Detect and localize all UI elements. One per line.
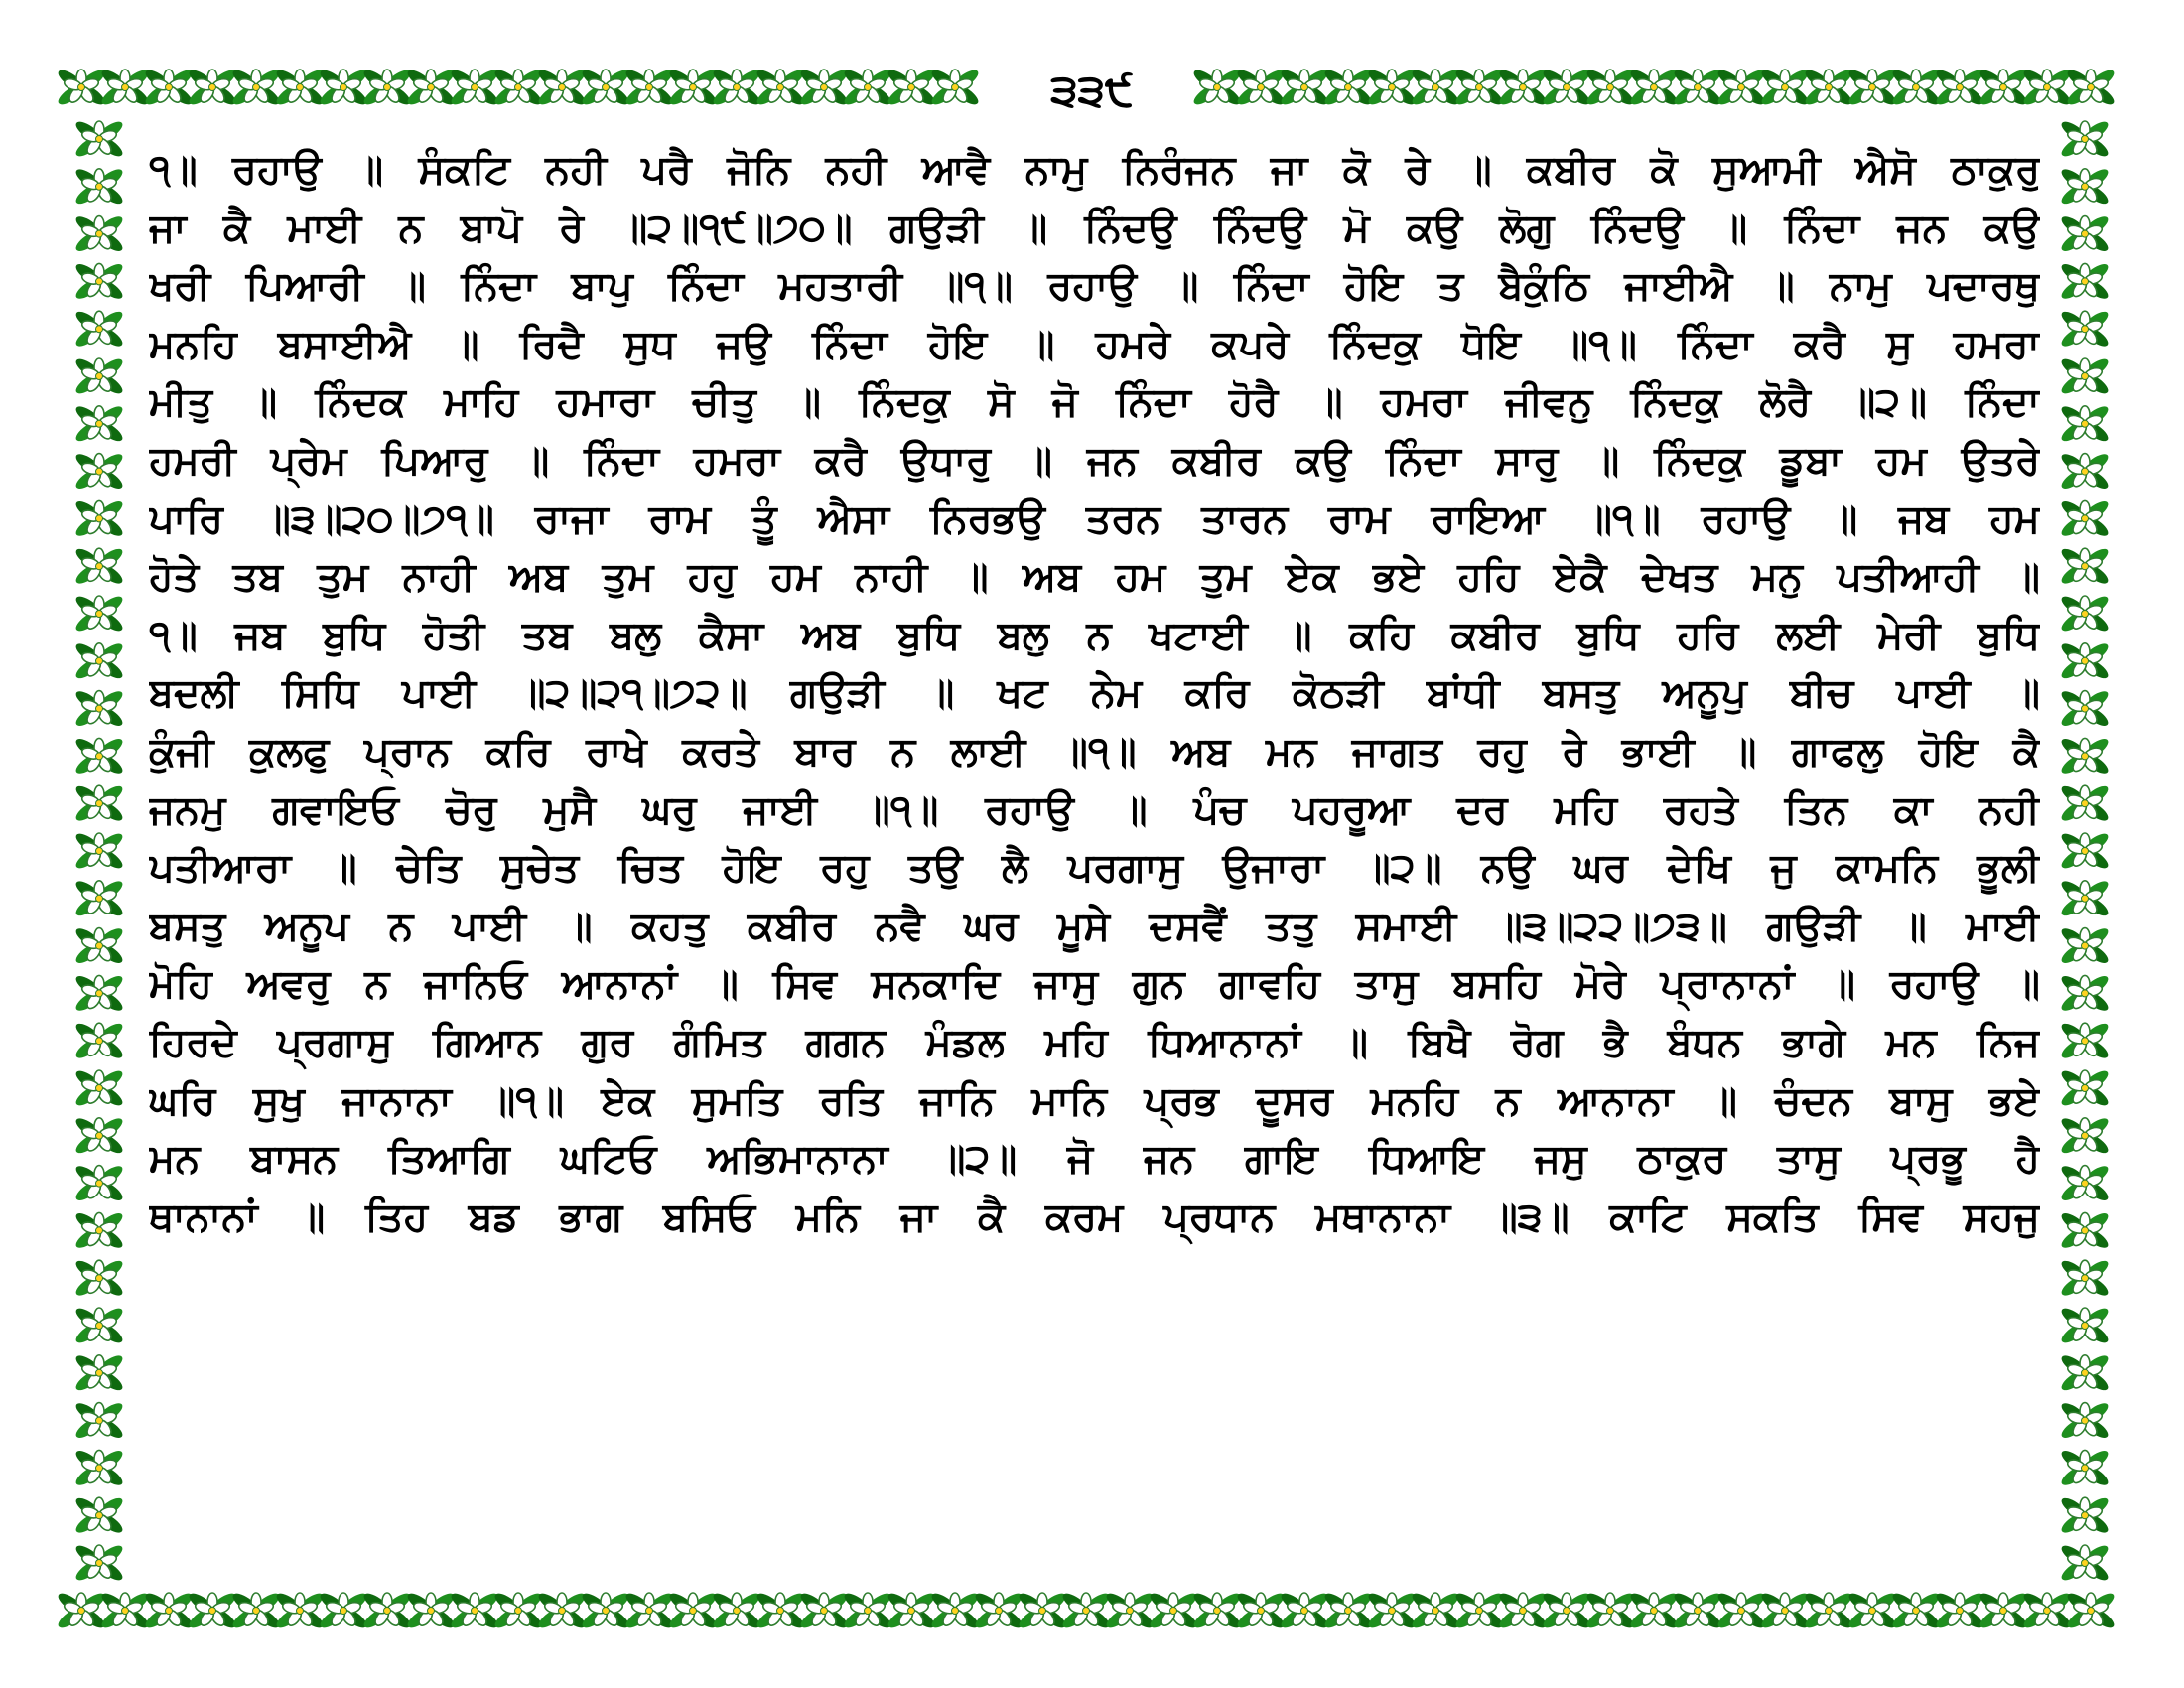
flower-icon <box>99 67 152 108</box>
flower-icon <box>73 1209 126 1251</box>
flower-icon <box>73 403 126 445</box>
text-line: ਬਸਤੁ ਅਨੂਪ ਨ ਪਾਈ ॥ ਕਹਤੁ ਕਬੀਰ ਨਵੈ ਘਰ ਮੂਸੇ ਦਸਵੈਂ ਤਤੁ ਸਮਾਈ ॥੩॥੨੨॥੭੩॥ ਗਉੜੀ ॥ ਮਾਈ <box>149 903 2040 949</box>
flower-icon <box>73 782 126 824</box>
flower-icon <box>1104 1590 1157 1631</box>
flower-icon <box>1759 1590 1812 1631</box>
flower-icon <box>73 260 126 302</box>
flower-icon <box>536 67 589 108</box>
flower-icon <box>1541 67 1593 108</box>
flower-icon <box>405 1590 458 1631</box>
text-line: ਹੋਤੇ ਤਬ ਤੁਮ ਨਾਹੀ ਅਬ ਤੁਮ ਹਹੁ ਹਮ ਨਾਹੀ ॥ ਅਬ ਹਮ ਤੁਮ ਏਕ ਭਏ ਹਹਿ ਏਕੈ ਦੇਖਤ ਮਨੁ ਪਤੀਆਹੀ ॥ <box>149 554 2040 601</box>
flower-icon <box>2021 1590 2074 1631</box>
text-line: ੧॥ ਰਹਾਉ ॥ ਸੰਕਟਿ ਨਹੀ ਪਰੈ ਜੋਨਿ ਨਹੀ ਆਵੈ ਨਾਮੁ ਨਿਰੰਜਨ ਜਾ ਕੋ ਰੇ ॥ ਕਬੀਰ ਕੋ ਸੁਆਮੀ ਐਸੋ ਠਾਕੁਰੁ <box>149 147 2040 193</box>
flower-icon <box>2059 878 2112 919</box>
flower-icon <box>2059 1542 2112 1584</box>
flower-icon <box>842 1590 894 1631</box>
flower-icon <box>2059 1209 2112 1251</box>
flower-icon <box>667 1590 720 1631</box>
flower-icon <box>623 67 676 108</box>
flower-icon <box>1191 1590 1244 1631</box>
flower-icon <box>1890 67 1943 108</box>
flower-icon <box>580 1590 632 1631</box>
flower-icon <box>73 972 126 1014</box>
flower-icon <box>1410 1590 1462 1631</box>
flower-icon <box>1410 67 1462 108</box>
flower-icon <box>711 1590 763 1631</box>
flower-icon <box>2059 1020 2112 1061</box>
flower-icon <box>2059 355 2112 397</box>
flower-icon <box>187 1590 239 1631</box>
flower-icon <box>798 67 851 108</box>
flower-icon <box>2059 972 2112 1014</box>
text-line: ਕੁੰਜੀ ਕੁਲਫੁ ਪ੍ਰਾਨ ਕਰਿ ਰਾਖੇ ਕਰਤੇ ਬਾਰ ਨ ਲਾਈ ॥੧॥ ਅਬ ਮਨ ਜਾਗਤ ਰਹੁ ਰੇ ਭਾਈ ॥ ਗਾਫਲੁ ਹੋਇ ਕੈ <box>149 728 2040 774</box>
flower-icon <box>2059 166 2112 208</box>
flower-icon <box>1279 1590 1331 1631</box>
flower-icon <box>1366 67 1419 108</box>
flower-icon <box>361 1590 414 1631</box>
flower-icon <box>1453 1590 1506 1631</box>
flower-icon <box>1672 67 1724 108</box>
flower-icon <box>99 1590 152 1631</box>
flower-icon <box>73 166 126 208</box>
text-line: ਹਿਰਦੇ ਪ੍ਰਗਾਸੁ ਗਿਆਨ ਗੁਰ ਗੰਮਿਤ ਗਗਨ ਮੰਡਲ ਮਹਿ ਧਿਆਨਾਨਾਂ ॥ ਬਿਖੈ ਰੋਗ ਭੈ ਬੰਧਨ ਭਾਗੇ ਮਨ ਨਿਜ <box>149 1019 2040 1065</box>
flower-icon <box>73 1400 126 1442</box>
flower-icon <box>536 1590 589 1631</box>
text-line: ਪਤੀਆਰਾ ॥ ਚੇਤਿ ਸੁਚੇਤ ਚਿਤ ਹੋਇ ਰਹੁ ਤਉ ਲੈ ਪਰਗਾਸੁ ਉਜਾਰਾ ॥੨॥ ਨਉ ਘਰ ਦੇਖਿ ਜੁ ਕਾਮਨਿ ਭੂਲੀ <box>149 845 2040 892</box>
flower-icon <box>798 1590 851 1631</box>
border-bottom <box>56 1590 2117 1631</box>
text-line: ਹਮਰੀ ਪ੍ਰੇਮ ਪਿਆਰੁ ॥ ਨਿੰਦਾ ਹਮਰਾ ਕਰੈ ਉਧਾਰੁ ॥ ਜਨ ਕਬੀਰ ਕਉ ਨਿੰਦਾ ਸਾਰੁ ॥ ਨਿੰਦਕੁ ਡੂਬਾ ਹਮ ਉਤਰੇ <box>149 437 2040 484</box>
flower-icon <box>886 67 938 108</box>
flower-icon <box>1846 67 1899 108</box>
flower-icon <box>2065 1590 2117 1631</box>
flower-icon <box>73 545 126 587</box>
flower-icon <box>1453 67 1506 108</box>
flower-icon <box>1584 67 1637 108</box>
flower-icon <box>2059 497 2112 539</box>
page-number: ੩੩੯ <box>993 52 1191 131</box>
flower-icon <box>1628 1590 1681 1631</box>
flower-icon <box>1235 67 1288 108</box>
text-line: ਖਰੀ ਪਿਆਰੀ ॥ ਨਿੰਦਾ ਬਾਪੁ ਨਿੰਦਾ ਮਹਤਾਰੀ ॥੧॥ ਰਹਾਉ ॥ ਨਿੰਦਾ ਹੋਇ ਤ ਬੈਕੁੰਠਿ ਜਾਈਐ ॥ ਨਾਮੁ ਪਦਾਰਥੁ <box>149 263 2040 310</box>
flower-icon <box>73 1352 126 1394</box>
flower-icon <box>1978 1590 2030 1631</box>
text-line: ਪਾਰਿ ॥੩॥੨੦॥੭੧॥ ਰਾਜਾ ਰਾਮ ਤੂੰ ਐਸਾ ਨਿਰਭਉ ਤਰਨ ਤਾਰਨ ਰਾਮ ਰਾਇਆ ॥੧॥ ਰਹਾਉ ॥ ਜਬ ਹਮ <box>149 495 2040 542</box>
flower-icon <box>405 67 458 108</box>
flower-icon <box>73 1257 126 1299</box>
flower-icon <box>73 878 126 919</box>
flower-icon <box>56 1590 108 1631</box>
flower-icon <box>973 1590 1025 1631</box>
text-line: ੧॥ ਜਬ ਬੁਧਿ ਹੋਤੀ ਤਬ ਬਲੁ ਕੈਸਾ ਅਬ ਬੁਧਿ ਬਲੁ ਨ ਖਟਾਈ ॥ ਕਹਿ ਕਬੀਰ ਬੁਧਿ ਹਰਿ ਲਈ ਮੇਰੀ ਬੁਧਿ <box>149 612 2040 658</box>
flower-icon <box>2059 545 2112 587</box>
flower-icon <box>73 830 126 872</box>
flower-icon <box>73 118 126 160</box>
flower-icon <box>1191 67 1244 108</box>
flower-icon <box>2059 1163 2112 1204</box>
flower-icon <box>1715 1590 1768 1631</box>
flower-icon <box>1934 67 1986 108</box>
flower-icon <box>1584 1590 1637 1631</box>
flower-icon <box>711 67 763 108</box>
flower-icon <box>2059 213 2112 255</box>
flower-icon <box>2059 403 2112 445</box>
flower-icon <box>56 67 108 108</box>
flower-icon <box>73 925 126 967</box>
flower-icon <box>2059 593 2112 634</box>
text-line: ਜਨਮੁ ਗਵਾਇਓ ਚੋਰੁ ਮੁਸੈ ਘਰੁ ਜਾਈ ॥੧॥ ਰਹਾਉ ॥ ਪੰਚ ਪਹਰੂਆ ਦਰ ਮਹਿ ਰਹਤੇ ਤਿਨ ਕਾ ਨਹੀ <box>149 786 2040 833</box>
flower-icon <box>73 1163 126 1204</box>
flower-icon <box>1322 1590 1375 1631</box>
flower-icon <box>580 67 632 108</box>
flower-icon <box>230 1590 283 1631</box>
flower-icon <box>449 1590 501 1631</box>
flower-icon <box>73 593 126 634</box>
flower-icon <box>929 1590 982 1631</box>
flower-icon <box>2059 830 2112 872</box>
flower-icon <box>1497 1590 1550 1631</box>
text-line: ਮੀਤੁ ॥ ਨਿੰਦਕ ਮਾਹਿ ਹਮਾਰਾ ਚੀਤੁ ॥ ਨਿੰਦਕੁ ਸੋ ਜੋ ਨਿੰਦਾ ਹੋਰੈ ॥ ਹਮਰਾ ਜੀਵਨੁ ਨਿੰਦਕੁ ਲੋਰੈ ॥੨॥ ਨਿੰਦਾ <box>149 379 2040 426</box>
flower-icon <box>1366 1590 1419 1631</box>
flower-icon <box>73 735 126 776</box>
text-line: ਘਰਿ ਸੁਖੁ ਜਾਨਾਨਾ ॥੧॥ ਏਕ ਸੁਮਤਿ ਰਤਿ ਜਾਨਿ ਮਾਨਿ ਪ੍ਰਭ ਦੂਸਰ ਮਨਹਿ ਨ ਆਨਾਨਾ ॥ ਚੰਦਨ ਬਾਸੁ ਭਏ <box>149 1077 2040 1124</box>
flower-icon <box>73 640 126 682</box>
flower-icon <box>73 1305 126 1346</box>
flower-icon <box>1628 67 1681 108</box>
flower-icon <box>2059 735 2112 776</box>
text-line: ਮੋਹਿ ਅਵਰੁ ਨ ਜਾਨਿਓ ਆਨਾਨਾਂ ॥ ਸਿਵ ਸਨਕਾਦਿ ਜਾਸੁ ਗੁਨ ਗਾਵਹਿ ਤਾਸੁ ਬਸਹਿ ਮੋਰੇ ਪ੍ਰਾਨਾਨਾਂ ॥ ਰਹਾਉ ॥ <box>149 961 2040 1008</box>
flower-icon <box>2059 451 2112 492</box>
flower-icon <box>1017 1590 1069 1631</box>
flower-icon <box>1803 1590 1855 1631</box>
flower-icon <box>754 67 807 108</box>
flower-icon <box>1541 1590 1593 1631</box>
border-right <box>2059 118 2112 1584</box>
flower-icon <box>886 1590 938 1631</box>
flower-icon <box>1803 67 1855 108</box>
flower-icon <box>73 308 126 350</box>
flower-icon <box>2059 1305 2112 1346</box>
flower-icon <box>73 213 126 255</box>
flower-icon <box>2059 1067 2112 1109</box>
text-line: ਮਨਹਿ ਬਸਾਈਐ ॥ ਰਿਦੈ ਸੁਧ ਜਉ ਨਿੰਦਾ ਹੋਇ ॥ ਹਮਰੇ ਕਪਰੇ ਨਿੰਦਕੁ ਧੋਇ ॥੧॥ ਨਿੰਦਾ ਕਰੈ ਸੁ ਹਮਰਾ <box>149 321 2040 367</box>
flower-icon <box>318 67 370 108</box>
flower-icon <box>73 451 126 492</box>
flower-icon <box>2059 260 2112 302</box>
flower-icon <box>1934 1590 1986 1631</box>
flower-icon <box>230 67 283 108</box>
flower-icon <box>842 67 894 108</box>
flower-icon <box>2059 1352 2112 1394</box>
flower-icon <box>73 1115 126 1157</box>
flower-icon <box>1279 67 1331 108</box>
flower-icon <box>274 67 327 108</box>
flower-icon <box>2059 925 2112 967</box>
flower-icon <box>143 67 196 108</box>
flower-icon <box>73 1542 126 1584</box>
flower-icon <box>2059 1494 2112 1536</box>
text-line: ਥਾਨਾਨਾਂ ॥ ਤਿਹ ਬਡ ਭਾਗ ਬਸਿਓ ਮਨਿ ਜਾ ਕੈ ਕਰਮ ਪ੍ਰਧਾਨ ਮਥਾਨਾਨਾ ॥੩॥ ਕਾਟਿ ਸਕਤਿ ਸਿਵ ਸਹਜੁ <box>149 1194 2040 1240</box>
flower-icon <box>2059 1257 2112 1299</box>
text-line: ਬਦਲੀ ਸਿਧਿ ਪਾਈ ॥੨॥੨੧॥੭੨॥ ਗਉੜੀ ॥ ਖਟ ਨੇਮ ਕਰਿ ਕੋਠੜੀ ਬਾਂਧੀ ਬਸਤੁ ਅਨੂਪੁ ਬੀਚ ਪਾਈ ॥ <box>149 670 2040 717</box>
scripture-text <box>149 141 2040 1531</box>
flower-icon <box>2065 67 2117 108</box>
flower-icon <box>2059 1400 2112 1442</box>
flower-icon <box>318 1590 370 1631</box>
flower-icon <box>73 1494 126 1536</box>
flower-icon <box>73 1067 126 1109</box>
flower-icon <box>492 67 545 108</box>
flower-icon <box>73 497 126 539</box>
text-line: ਮਨ ਬਾਸਨ ਤਿਆਗਿ ਘਟਿਓ ਅਭਿਮਾਨਾਨਾ ॥੨॥ ਜੋ ਜਨ ਗਾਇ ਧਿਆਇ ਜਸੁ ਠਾਕੁਰ ਤਾਸੁ ਪ੍ਰਭੂ ਹੈ <box>149 1136 2040 1183</box>
border-left <box>73 118 126 1584</box>
flower-icon <box>361 67 414 108</box>
flower-icon <box>73 355 126 397</box>
flower-icon <box>2059 640 2112 682</box>
flower-icon <box>274 1590 327 1631</box>
flower-icon <box>143 1590 196 1631</box>
flower-icon <box>1715 67 1768 108</box>
flower-icon <box>1672 1590 1724 1631</box>
flower-icon <box>1322 67 1375 108</box>
flower-icon <box>2021 67 2074 108</box>
flower-icon <box>2059 1115 2112 1157</box>
flower-icon <box>1890 1590 1943 1631</box>
flower-icon <box>187 67 239 108</box>
flower-icon <box>1235 1590 1288 1631</box>
flower-icon <box>1148 1590 1200 1631</box>
flower-icon <box>73 1447 126 1488</box>
flower-icon <box>1060 1590 1113 1631</box>
flower-icon <box>2059 118 2112 160</box>
flower-icon <box>2059 782 2112 824</box>
flower-icon <box>929 67 982 108</box>
flower-icon <box>2059 1447 2112 1488</box>
flower-icon <box>73 688 126 730</box>
flower-icon <box>1497 67 1550 108</box>
flower-icon <box>754 1590 807 1631</box>
text-line: ਜਾ ਕੈ ਮਾਈ ਨ ਬਾਪੋ ਰੇ ॥੨॥੧੯॥੭੦॥ ਗਉੜੀ ॥ ਨਿੰਦਉ ਨਿੰਦਉ ਮੋ ਕਉ ਲੋਗੁ ਨਿੰਦਉ ॥ ਨਿੰਦਾ ਜਨ ਕਉ <box>149 205 2040 251</box>
flower-icon <box>623 1590 676 1631</box>
flower-icon <box>492 1590 545 1631</box>
flower-icon <box>1978 67 2030 108</box>
flower-icon <box>667 67 720 108</box>
flower-icon <box>73 1020 126 1061</box>
flower-icon <box>1846 1590 1899 1631</box>
flower-icon <box>449 67 501 108</box>
flower-icon <box>1759 67 1812 108</box>
flower-icon <box>2059 688 2112 730</box>
flower-icon <box>2059 308 2112 350</box>
